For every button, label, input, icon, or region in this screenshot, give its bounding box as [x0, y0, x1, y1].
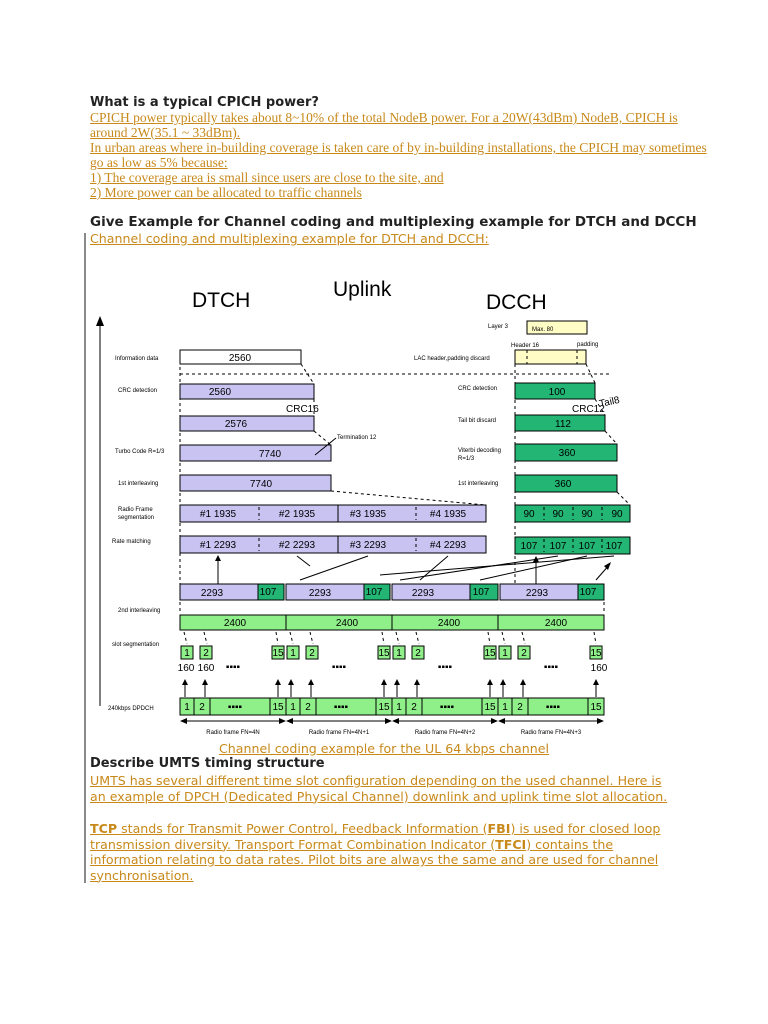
flow-axis-arrowhead	[96, 316, 104, 326]
connector	[314, 431, 331, 445]
connector	[310, 632, 313, 644]
slot-number: 15	[272, 648, 284, 659]
label-turbo: Turbo Code R=1/3	[115, 449, 165, 455]
mux-dtch-value: 2293	[525, 588, 549, 599]
cpich-line-6: 2) More power can be allocated to traffic channels	[90, 185, 362, 200]
arrow-line	[300, 556, 368, 580]
coding-subheading: Channel coding and multiplexing example for DTCH and DCCH:	[90, 231, 489, 246]
row-labels	[108, 356, 165, 712]
radio-frame-label: Radio frame FN=4N+3	[520, 730, 582, 736]
arrowhead	[286, 718, 293, 724]
text-span: transmission diversity. Transport Format Combination Indicator (	[90, 836, 496, 852]
radio-frame-label: Radio frame FN=4N+2	[414, 730, 476, 736]
dcch-rate-3: 107	[578, 541, 596, 552]
arrowhead	[308, 679, 314, 685]
dpdch-dots: ▪▪▪▪	[439, 702, 455, 713]
dtch-crc-value: 2560	[208, 387, 232, 398]
text-span: stands for Transmit Power Control, Feedback Information (	[117, 821, 488, 836]
dcch-lac-box	[515, 350, 586, 364]
mux-dtch-value: 2293	[200, 588, 224, 599]
inter2-value: 2400	[223, 618, 247, 629]
dtch-turbo-value: 7740	[258, 449, 282, 460]
dpdch-slot-number: 15	[590, 702, 602, 713]
timing-answer	[90, 773, 667, 804]
slot-number: 1	[290, 648, 296, 659]
fbi-term: FBI	[487, 821, 511, 836]
dpdch-slot-number: 15	[378, 702, 390, 713]
dcch-tail-value: 112	[555, 419, 571, 430]
dcch-viterbi-value: 360	[558, 448, 576, 459]
connector	[605, 431, 617, 444]
radio-frame-labels	[180, 718, 604, 736]
timing-heading: Describe UMTS timing structure	[90, 756, 325, 771]
radio-frame-label: Radio frame FN=4N	[206, 730, 260, 736]
dtch-after-crc-value: 2576	[224, 419, 248, 430]
arrow-line	[297, 556, 310, 566]
arrowhead	[597, 718, 604, 724]
dcch-viterbi-label: Viterbi decoding	[458, 448, 501, 454]
label-slot: slot segmentation	[112, 642, 160, 648]
dcch-crc-label: CRC detection	[458, 386, 498, 392]
cpich-line-5: 1) The coverage area is small since users are close to the site, and	[90, 170, 444, 185]
dtch-rate-2: #2 2293	[278, 540, 316, 551]
arrowhead	[487, 679, 493, 685]
diagram-caption: Channel coding example for the UL 64 kbps channel	[219, 741, 549, 756]
dtch-inter1-value: 7740	[249, 479, 273, 490]
arrowhead	[288, 679, 294, 685]
timing-paragraph-2	[90, 821, 660, 883]
label-rfseg: Radio Frame	[118, 507, 153, 513]
dcch-tail-note: Tail8	[598, 394, 621, 410]
dpdch-slot-number: 2	[411, 702, 417, 713]
slot-number: 2	[415, 648, 421, 659]
arrowhead	[604, 562, 611, 570]
dpdch-slot-number: 1	[290, 702, 296, 713]
mux-row	[180, 584, 604, 600]
dtch-rf-seg-2: #2 1935	[278, 509, 316, 520]
mux-dcch-value: 107	[259, 587, 277, 598]
dpdch-dots: ▪▪▪▪	[227, 702, 243, 713]
dtch-rate-4: #4 2293	[429, 540, 467, 551]
dpdch-dots: ▪▪▪▪	[545, 702, 561, 713]
coding-heading: Give Example for Channel coding and multiplexing example for DTCH and DCCH	[90, 214, 697, 230]
connector	[184, 632, 187, 644]
connector	[204, 632, 207, 644]
dcch-crc-note: CRC12	[572, 404, 605, 415]
label-inter2: 2nd interleaving	[118, 608, 161, 614]
text-span: ) is used for closed loop	[510, 821, 661, 836]
slot-number: 2	[203, 648, 209, 659]
dpdch-slot-number: 1	[396, 702, 402, 713]
slot-number: 2	[521, 648, 527, 659]
dcch-rf-seg-row	[515, 505, 630, 522]
label-rfseg-2: segmentation	[118, 515, 155, 521]
connector	[382, 632, 384, 644]
arrowhead	[215, 555, 221, 561]
dpdch-slot-number: 1	[502, 702, 508, 713]
mux-dcch-value: 107	[365, 587, 383, 598]
connector	[617, 492, 630, 505]
dpdch-row	[180, 679, 604, 715]
connector	[396, 632, 399, 644]
mux-dcch-value: 107	[579, 587, 597, 598]
arrowhead	[180, 718, 187, 724]
slot-number: 1	[184, 648, 190, 659]
dcch-crc-value: 100	[548, 387, 566, 398]
dpdch-slot-number: 15	[484, 702, 496, 713]
timing-line-2: an example of DPCH (Dedicated Physical Channel) downlink and uplink time slot allocation.	[90, 788, 668, 804]
dcch-rf-seg-2: 90	[552, 509, 564, 520]
arrowhead	[500, 679, 506, 685]
dcch-rate-1: 107	[520, 541, 538, 552]
mux-dtch-value: 2293	[411, 588, 435, 599]
dtch-turbo-box	[180, 445, 331, 461]
label-info: Information data	[115, 356, 159, 362]
dcch-inter1-label: 1st interleaving	[458, 481, 499, 487]
dcch-rate-row	[515, 537, 630, 554]
timing-line-1: UMTS has several different time slot configuration depending on the used channel. Here is	[90, 773, 662, 788]
inter2-value: 2400	[335, 618, 359, 629]
dtch-title: DTCH	[192, 289, 251, 312]
connector	[522, 632, 525, 644]
text-span: ) contains the	[526, 836, 614, 852]
dtch-termination: Termination 12	[337, 435, 377, 441]
slot-segmentation-row	[178, 632, 608, 674]
connector	[290, 632, 293, 644]
cpich-line-4: go as low as 5% because:	[90, 155, 228, 170]
second-interleaving-row	[180, 602, 604, 630]
cpich-line-3: In urban areas where in-building coverage is taken care of by in-building installations, the CPICH may sometimes	[90, 140, 707, 155]
mux-dcch-value: 107	[472, 587, 490, 598]
dcch-inter1-value: 360	[554, 479, 572, 490]
cpich-line-1: CPICH power typically takes about 8~10% of the total NodeB power. For a 20W(43dBm) NodeB, CPICH is	[90, 110, 678, 125]
slot-bits-label: 160	[197, 663, 215, 674]
dtch-rate-1: #1 2293	[199, 540, 237, 551]
slot-number: 1	[396, 648, 402, 659]
mux-dtch-value: 2293	[308, 588, 332, 599]
dpdch-slot-number: 15	[272, 702, 284, 713]
dcch-tail-label: Tail bit discard	[458, 418, 497, 424]
arrowhead	[381, 679, 387, 685]
arrowhead	[385, 718, 392, 724]
arrow-line	[380, 556, 614, 575]
arrowhead	[182, 679, 188, 685]
connector	[502, 632, 505, 644]
arrowhead	[593, 679, 599, 685]
connector	[331, 491, 486, 505]
dpdch-slot-number: 2	[517, 702, 523, 713]
connector	[416, 632, 419, 644]
slot-dots: ▪▪▪▪	[331, 662, 347, 673]
dcch-rf-seg-3: 90	[581, 509, 593, 520]
slot-dots: ▪▪▪▪	[543, 662, 559, 673]
connector	[594, 632, 596, 644]
uplink-title: Uplink	[333, 278, 392, 301]
timing-p2-line-2	[90, 837, 660, 853]
arrowhead	[275, 679, 281, 685]
slot-dots: ▪▪▪▪	[437, 662, 453, 673]
dtch-info-value: 2560	[228, 353, 252, 364]
radio-frame-label: Radio frame FN=4N+1	[308, 730, 370, 736]
timing-p2-line-3: information relating to data rates. Pilot bits are always the same and are used for channel	[90, 852, 659, 867]
slot-number: 15	[484, 648, 496, 659]
slot-number: 15	[378, 648, 390, 659]
dcch-max-value: Max. 80	[532, 327, 554, 333]
arrowhead	[520, 679, 526, 685]
dcch-rate-2: 107	[549, 541, 567, 552]
dcch-rf-seg-4: 90	[611, 509, 623, 520]
dtch-rf-seg-row	[180, 505, 486, 522]
arrowhead	[279, 718, 286, 724]
dcch-viterbi-rate: R=1/3	[458, 456, 475, 462]
slot-bits-label: 160	[177, 663, 195, 674]
slot-number: 2	[309, 648, 315, 659]
dcch-header: Header 16	[511, 343, 540, 349]
rate-to-mux-arrows	[215, 555, 614, 584]
slot-dots: ▪▪▪▪	[225, 662, 241, 673]
cpich-heading: What is a typical CPICH power?	[90, 95, 319, 110]
label-crc: CRC detection	[118, 388, 158, 394]
dcch-title: DCCH	[486, 291, 547, 314]
tcp-term: TCP	[90, 821, 118, 836]
connector	[488, 632, 490, 644]
arrowhead	[394, 679, 400, 685]
dcch-padding: padding	[577, 342, 599, 348]
tfci-term: TFCI	[495, 836, 527, 852]
label-inter1: 1st interleaving	[118, 481, 159, 487]
dpdch-dots: ▪▪▪▪	[333, 702, 349, 713]
arrowhead	[202, 679, 208, 685]
dcch-rf-seg-1: 90	[523, 509, 535, 520]
slot-bits-label: 160	[590, 663, 608, 674]
dpdch-slot-number: 1	[184, 702, 190, 713]
label-dpdch: 240kbps DPDCH	[108, 706, 154, 712]
inter2-value: 2400	[544, 618, 568, 629]
arrowhead	[414, 679, 420, 685]
dcch-rate-4: 107	[605, 541, 623, 552]
dpdch-slot-number: 2	[305, 702, 311, 713]
dtch-crc-note: CRC16	[286, 404, 319, 415]
dcch-lac-label: LAC header,padding discard	[414, 356, 490, 362]
arrowhead	[392, 718, 399, 724]
dtch-rf-seg-1: #1 1935	[199, 509, 237, 520]
connector	[276, 632, 278, 644]
dtch-rf-seg-4: #4 1935	[429, 509, 467, 520]
inter2-value: 2400	[437, 618, 461, 629]
dcch-layer3: Layer 3	[488, 324, 509, 330]
dtch-rate-row	[180, 536, 486, 553]
dtch-crc-box	[180, 384, 314, 399]
slot-number: 1	[502, 648, 508, 659]
timing-p2-line-1	[90, 821, 660, 837]
label-rate: Rate matching	[112, 539, 151, 545]
dpdch-slot-number: 2	[199, 702, 205, 713]
arrowhead	[491, 718, 498, 724]
timing-p2-line-4: synchronisation.	[90, 867, 194, 883]
arrowhead	[498, 718, 505, 724]
dtch-rf-seg-3: #3 1935	[349, 509, 387, 520]
slot-number: 15	[590, 648, 602, 659]
cpich-line-2: around 2W(35.1 ~ 33dBm).	[90, 125, 241, 140]
dtch-rate-3: #3 2293	[349, 540, 387, 551]
